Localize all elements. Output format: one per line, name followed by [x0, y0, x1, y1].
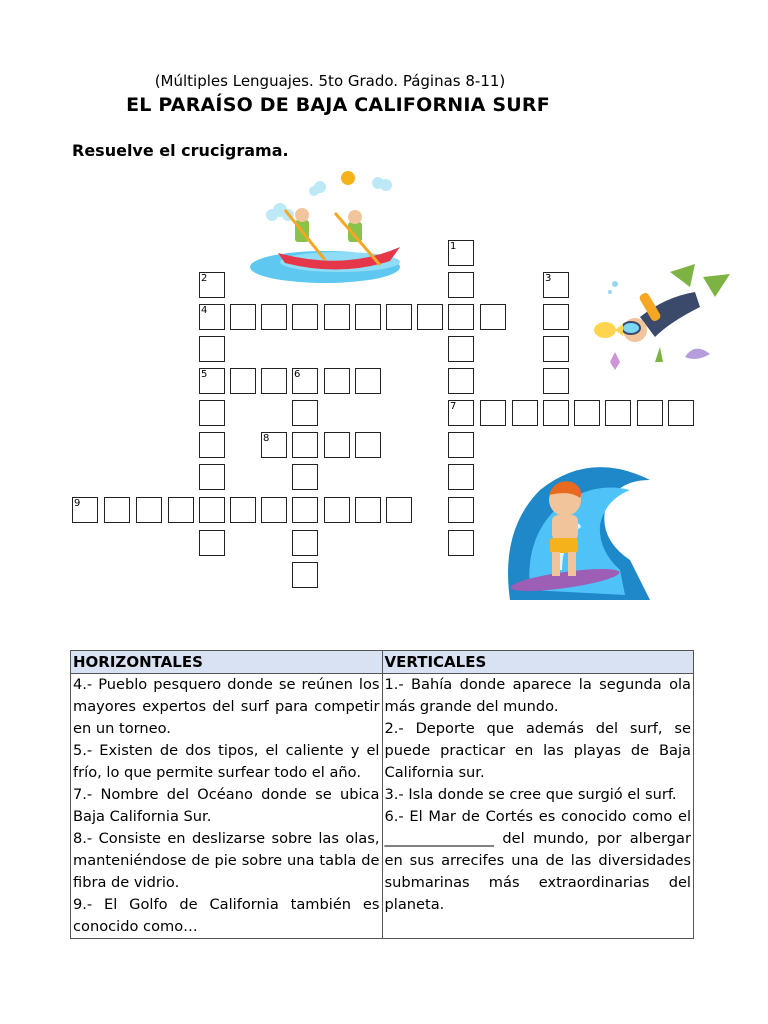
crossword-cell[interactable] — [199, 530, 225, 556]
clue-number: 3 — [545, 273, 552, 284]
crossword-cell[interactable] — [448, 530, 474, 556]
clue-number: 8 — [263, 433, 270, 444]
clue-number: 6 — [294, 369, 301, 380]
crossword-cell[interactable] — [199, 272, 225, 298]
clues-table — [70, 650, 694, 939]
crossword-cell[interactable] — [512, 400, 538, 426]
diver-illustration — [585, 262, 735, 382]
crossword-cell[interactable] — [386, 497, 412, 523]
crossword-cell[interactable] — [292, 400, 318, 426]
crossword-cell[interactable] — [448, 336, 474, 362]
crossword-cell[interactable] — [230, 304, 256, 330]
clue-horizontal-9: 9.- El Golfo de California también es conocido como… — [73, 896, 380, 935]
crossword-cell[interactable] — [199, 497, 225, 523]
crossword-cell[interactable] — [199, 336, 225, 362]
crossword-cell[interactable] — [448, 400, 474, 426]
clue-vertical-2: 2.- Deporte que además del surf, se puede practicar en las playas de Baja California sur. — [384, 720, 691, 781]
crossword-cell[interactable] — [292, 562, 318, 588]
crossword-cell[interactable] — [448, 272, 474, 298]
clue-number: 4 — [201, 305, 208, 316]
crossword-cell[interactable] — [199, 400, 225, 426]
crossword-cell[interactable] — [448, 368, 474, 394]
clue-horizontal-7: 7.- Nombre del Océano donde se ubica Baja California Sur. — [73, 786, 380, 825]
clue-horizontal-5: 5.- Existen de dos tipos, el caliente y el frío, lo que permite surfear todo el año. — [73, 742, 380, 781]
crossword-cell[interactable] — [324, 432, 350, 458]
instruction-text: Resuelve el crucigrama. — [72, 141, 289, 160]
clue-vertical-1: 1.- Bahía donde aparece la segunda ola más grande del mundo. — [384, 676, 691, 715]
clue-horizontal-4: 4.- Pueblo pesquero donde se reúnen los mayores expertos del surf para competir en un torneo. — [73, 676, 380, 737]
crossword-cell[interactable] — [543, 368, 569, 394]
clue-number: 9 — [74, 498, 81, 509]
clue-number: 1 — [450, 241, 457, 252]
document-title: EL PARAÍSO DE BAJA CALIFORNIA SURF — [126, 94, 550, 116]
crossword-cell[interactable] — [480, 400, 506, 426]
crossword-cell[interactable] — [448, 497, 474, 523]
crossword-cell[interactable] — [543, 400, 569, 426]
document-subtitle: (Múltiples Lenguajes. 5to Grado. Páginas 8-11) — [154, 72, 506, 90]
horizontal-header: HORIZONTALES — [71, 651, 383, 674]
crossword-cell[interactable] — [668, 400, 694, 426]
crossword-cell[interactable] — [292, 497, 318, 523]
crossword-cell[interactable] — [72, 497, 98, 523]
kayakers-illustration — [250, 165, 440, 290]
crossword-cell[interactable] — [292, 304, 318, 330]
crossword-cell[interactable] — [324, 368, 350, 394]
crossword-cell[interactable] — [543, 272, 569, 298]
crossword-cell[interactable] — [136, 497, 162, 523]
crossword-cell[interactable] — [261, 304, 287, 330]
clue-number: 2 — [201, 273, 208, 284]
surfer-illustration — [500, 450, 670, 620]
crossword-cell[interactable] — [355, 304, 381, 330]
crossword-cell[interactable] — [448, 432, 474, 458]
crossword-cell[interactable] — [386, 304, 412, 330]
crossword-cell[interactable] — [199, 432, 225, 458]
crossword-cell[interactable] — [199, 304, 225, 330]
clue-number: 7 — [450, 401, 457, 412]
vertical-header: VERTICALES — [382, 651, 694, 674]
clue-vertical-3: 3.- Isla donde se cree que surgió el surf. — [384, 786, 677, 803]
crossword-cell[interactable] — [292, 368, 318, 394]
horizontal-clues — [71, 674, 383, 939]
crossword-cell[interactable] — [448, 464, 474, 490]
crossword-cell[interactable] — [104, 497, 130, 523]
crossword-cell[interactable] — [574, 400, 600, 426]
crossword-cell[interactable] — [480, 304, 506, 330]
crossword-cell[interactable] — [261, 368, 287, 394]
crossword-cell[interactable] — [292, 530, 318, 556]
crossword-cell[interactable] — [292, 432, 318, 458]
crossword-cell[interactable] — [637, 400, 663, 426]
crossword-cell[interactable] — [448, 240, 474, 266]
crossword-cell[interactable] — [168, 497, 194, 523]
crossword-cell[interactable] — [324, 304, 350, 330]
crossword-cell[interactable] — [199, 368, 225, 394]
crossword-cell[interactable] — [324, 497, 350, 523]
crossword-cell[interactable] — [230, 497, 256, 523]
crossword-cell[interactable] — [199, 464, 225, 490]
crossword-cell[interactable] — [355, 432, 381, 458]
clue-horizontal-8: 8.- Consiste en deslizarse sobre las olas, manteniéndose de pie sobre una tabla de fibra de vidrio. — [73, 830, 380, 891]
clue-vertical-6: 6.- El Mar de Cortés es conocido como el _______________ del mundo, por albergar en sus arrecifes una de las diversidades submarinas más extraordinarias del planeta. — [384, 808, 691, 913]
crossword-cell[interactable] — [230, 368, 256, 394]
crossword-cell[interactable] — [543, 336, 569, 362]
crossword-cell[interactable] — [355, 497, 381, 523]
crossword-cell[interactable] — [355, 368, 381, 394]
clue-number: 5 — [201, 369, 208, 380]
crossword-cell[interactable] — [605, 400, 631, 426]
crossword-cell[interactable] — [417, 304, 443, 330]
crossword-cell[interactable] — [261, 432, 287, 458]
crossword-cell[interactable] — [448, 304, 474, 330]
crossword-cell[interactable] — [292, 464, 318, 490]
crossword-cell[interactable] — [261, 497, 287, 523]
crossword-cell[interactable] — [543, 304, 569, 330]
vertical-clues — [382, 674, 694, 939]
